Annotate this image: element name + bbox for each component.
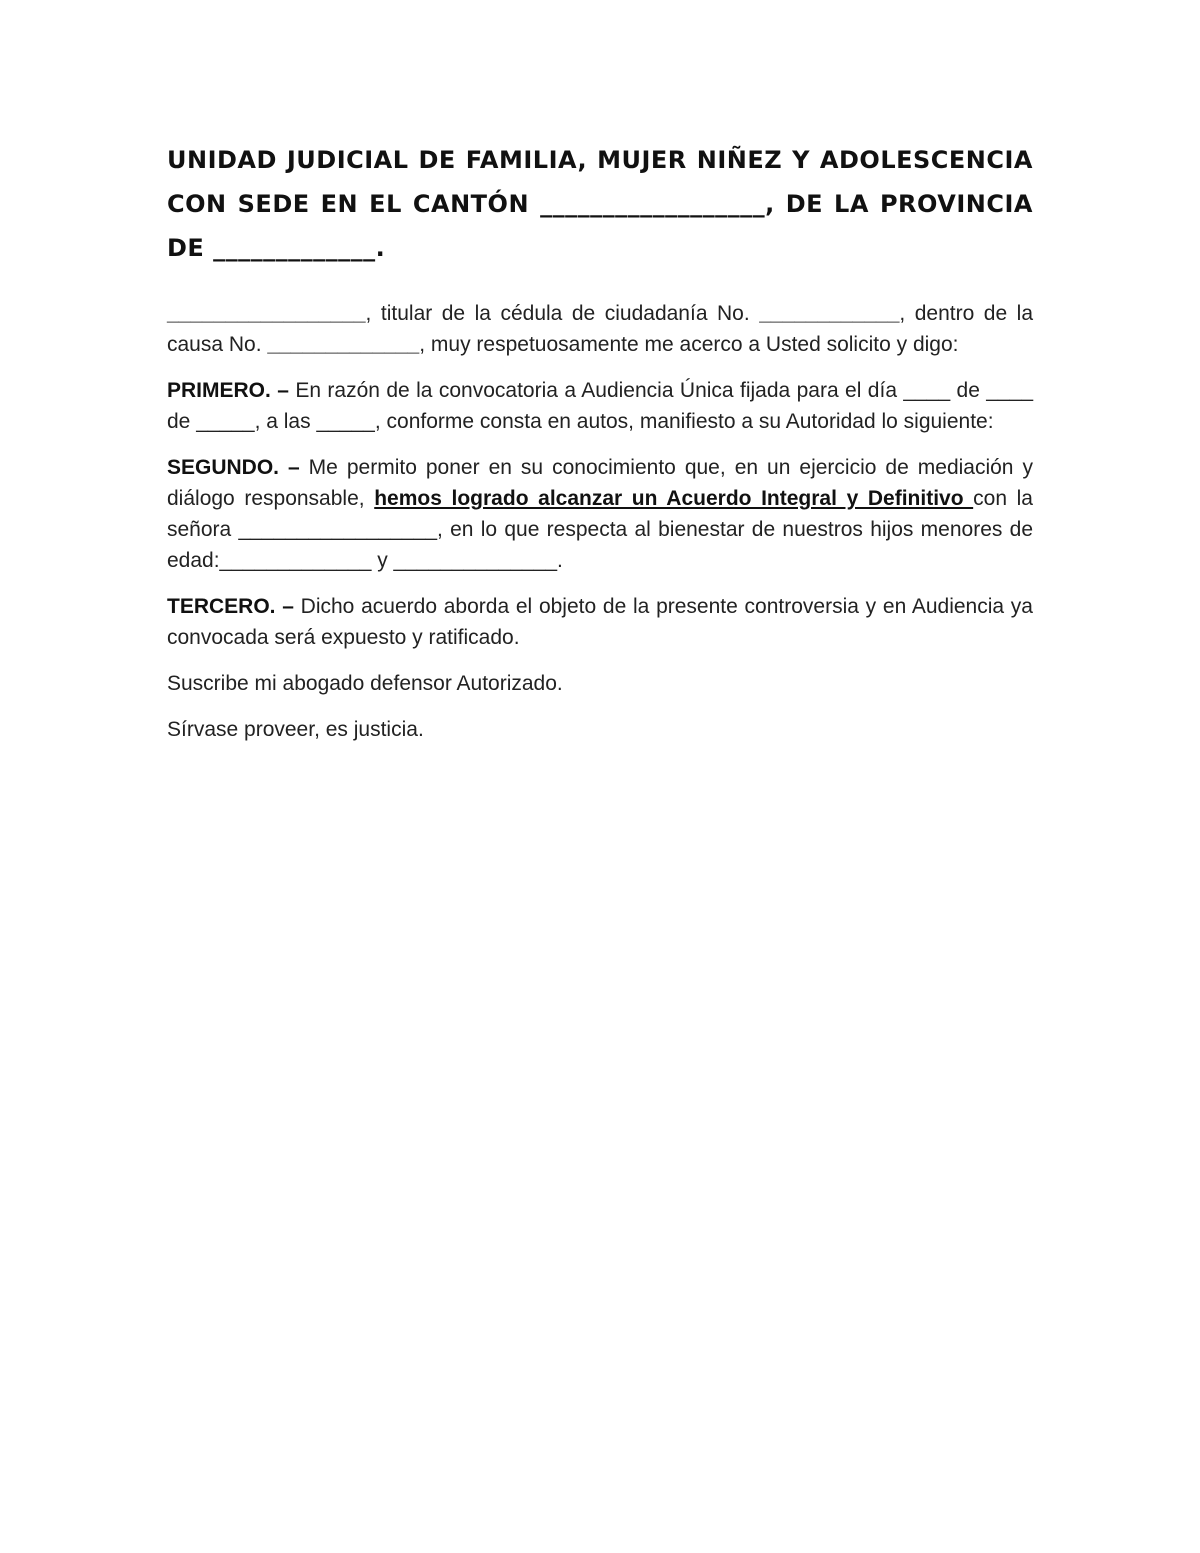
intro-paragraph <box>167 298 1033 360</box>
primero-label: PRIMERO. – <box>167 379 289 402</box>
segundo-label: SEGUNDO. – <box>167 456 300 479</box>
heading-canton-blank: __________________ <box>540 190 766 218</box>
intro-name-blank: _________________ <box>167 302 366 325</box>
primero-paragraph <box>167 375 1033 437</box>
segundo-emphasis: hemos logrado alcanzar un Acuerdo Integral y Definitivo <box>374 487 974 510</box>
heading-province-label: , DE LA PROVINCIA DE <box>167 190 1033 262</box>
intro-id-blank: ____________ <box>759 302 900 325</box>
document-heading <box>167 138 1033 270</box>
intro-text-1: , titular de la cédula de ciudadanía No. <box>365 302 760 325</box>
intro-case-blank: _____________ <box>267 333 420 356</box>
primero-text: En razón de la convocatoria a Audiencia Única fijada para el día ____ de ____ de _____, a las _____, conforme consta en autos, manifiesto a su Autoridad lo siguiente: <box>167 379 1034 433</box>
segundo-paragraph <box>167 452 1033 576</box>
document-page <box>167 138 1033 760</box>
heading-province-blank: _____________ <box>213 234 376 262</box>
closing-request-line: Sírvase proveer, es justicia. <box>167 718 424 741</box>
tercero-label: TERCERO. – <box>167 595 294 618</box>
segundo-text-1: Me permito poner en su conocimiento que, en un ejercicio de mediación y diálogo responsable, <box>167 456 1033 510</box>
heading-end: . <box>375 234 386 262</box>
segundo-text-2: con la señora _________________, en lo que respecta al bienestar de nuestros hijos menores de edad:_____________ y ______________. <box>167 487 1033 572</box>
heading-court-name: UNIDAD JUDICIAL DE FAMILIA, MUJER NIÑEZ Y ADOLESCENCIA CON SEDE EN EL CANTÓN <box>167 146 1033 218</box>
tercero-paragraph <box>167 591 1033 653</box>
tercero-text: Dicho acuerdo aborda el objeto de la presente controversia y en Audiencia ya convocada será expuesto y ratificado. <box>167 595 1033 649</box>
intro-text-3: , muy respetuosamente me acerco a Usted solicito y digo: <box>419 333 959 356</box>
intro-text-2: , dentro de la causa No. <box>167 302 1033 356</box>
closing-signature-line: Suscribe mi abogado defensor Autorizado. <box>167 672 563 695</box>
